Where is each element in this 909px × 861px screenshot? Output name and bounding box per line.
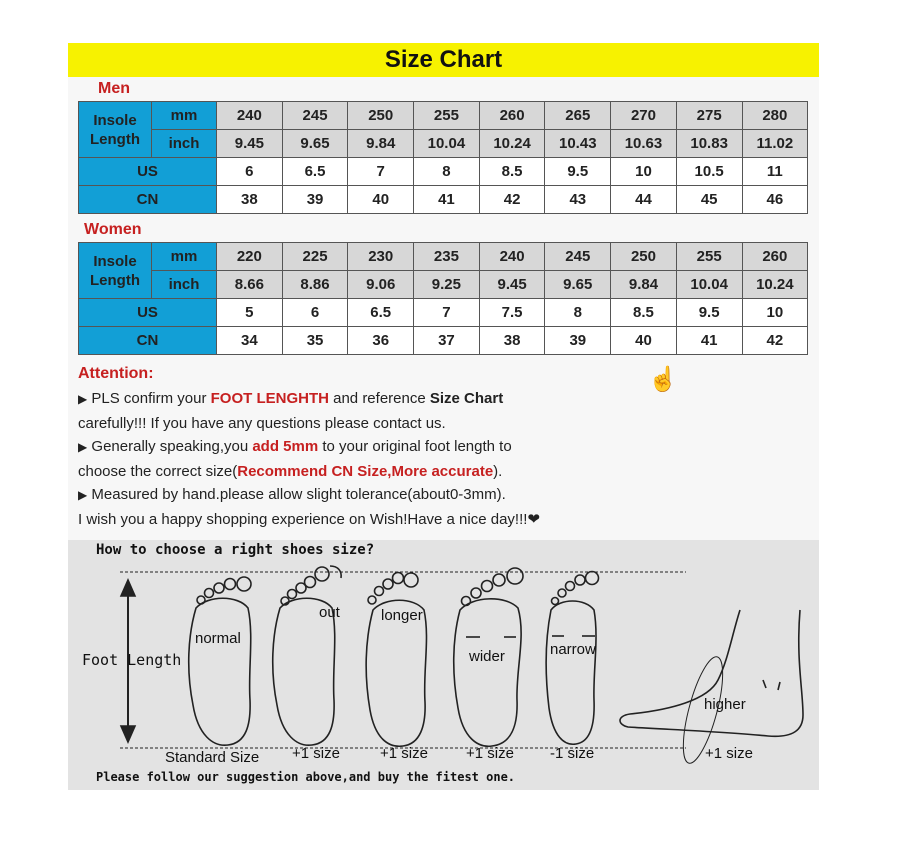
size-higher: +1 size — [705, 745, 753, 762]
men-cn-label: CN — [79, 186, 217, 214]
women-inch-cell: 9.84 — [611, 271, 677, 299]
women-inch-cell: 8.66 — [217, 271, 283, 299]
attention-heading: Attention: — [78, 365, 154, 382]
foot-higher-icon — [620, 610, 803, 767]
women-cn-cell: 39 — [545, 327, 611, 355]
women-mm-cell: 220 — [217, 243, 283, 271]
women-mm-cell: 250 — [611, 243, 677, 271]
men-inch-cell: 10.63 — [611, 130, 677, 158]
women-mm-cell: 245 — [545, 243, 611, 271]
men-cn-cell: 39 — [282, 186, 348, 214]
men-cn-cell: 38 — [217, 186, 283, 214]
men-inch-cell: 10.04 — [414, 130, 480, 158]
women-cn-cell: 35 — [282, 327, 348, 355]
men-us-cell: 10 — [611, 158, 677, 186]
shoe-size-guide — [68, 540, 819, 790]
attention-line-2: carefully!!! If you have any questions please contact us. — [78, 414, 446, 432]
size-wider: +1 size — [466, 745, 514, 762]
women-cn-label: CN — [79, 327, 217, 355]
women-size-table — [78, 242, 808, 355]
men-mm-cell: 270 — [611, 102, 677, 130]
women-cn-cell: 34 — [217, 327, 283, 355]
attention-line-5: ▶ Measured by hand.please allow slight tolerance(about0-3mm). — [78, 486, 506, 503]
men-mm-cell: 250 — [348, 102, 414, 130]
size-narrow: -1 size — [550, 745, 595, 762]
men-label: Men — [98, 80, 130, 97]
bullet-triangle-icon: ▶ — [78, 488, 88, 502]
men-cn-cell: 41 — [414, 186, 480, 214]
men-us-cell: 7 — [348, 158, 414, 186]
foot-label-longer: longer — [381, 607, 423, 624]
men-inch-cell: 10.24 — [479, 130, 545, 158]
women-us-row — [79, 299, 808, 327]
size-out: +1 size — [292, 745, 340, 762]
men-mm-cell: 245 — [282, 102, 348, 130]
attention-line-6: I wish you a happy shopping experience on Wish!Have a nice day!!!❤ — [78, 510, 541, 528]
women-cn-cell: 40 — [611, 327, 677, 355]
women-cn-row — [79, 327, 808, 355]
women-mm-cell: 225 — [282, 243, 348, 271]
men-us-cell: 10.5 — [676, 158, 742, 186]
women-unit-inch: inch — [152, 271, 217, 299]
men-inch-cell: 11.02 — [742, 130, 808, 158]
foot-label-out: out — [319, 604, 340, 621]
bullet-triangle-icon: ▶ — [78, 392, 88, 406]
men-cn-cell: 43 — [545, 186, 611, 214]
men-us-cell: 6.5 — [282, 158, 348, 186]
women-us-cell: 7.5 — [479, 299, 545, 327]
foot-length-label: Foot Length — [82, 651, 182, 669]
foot-out-icon — [273, 566, 341, 745]
men-mm-cell: 260 — [479, 102, 545, 130]
guide-title: How to choose a right shoes size? — [96, 542, 375, 558]
women-cn-cell: 36 — [348, 327, 414, 355]
men-cn-cell: 42 — [479, 186, 545, 214]
men-mm-row — [79, 102, 808, 130]
women-mm-cell: 255 — [676, 243, 742, 271]
men-us-label: US — [79, 158, 217, 186]
men-inch-cell: 9.84 — [348, 130, 414, 158]
women-mm-cell: 240 — [479, 243, 545, 271]
arrow-up-icon — [121, 580, 135, 596]
women-cn-cell: 42 — [742, 327, 808, 355]
women-us-cell: 10 — [742, 299, 808, 327]
men-cn-cell: 45 — [676, 186, 742, 214]
size-chart-card — [68, 43, 819, 790]
women-us-cell: 8.5 — [611, 299, 677, 327]
size-longer: +1 size — [380, 745, 428, 762]
men-inch-cell: 10.83 — [676, 130, 742, 158]
women-inch-cell: 9.25 — [414, 271, 480, 299]
women-us-cell: 8 — [545, 299, 611, 327]
hand-pointing-icon: ☝ — [648, 366, 678, 393]
women-inch-cell: 9.65 — [545, 271, 611, 299]
women-cn-cell: 41 — [676, 327, 742, 355]
women-inch-cell: 9.06 — [348, 271, 414, 299]
men-us-cell: 9.5 — [545, 158, 611, 186]
women-insole-label: Insole Length — [79, 243, 152, 299]
men-mm-cell: 265 — [545, 102, 611, 130]
women-us-cell: 5 — [217, 299, 283, 327]
women-us-label: US — [79, 299, 217, 327]
women-inch-cell: 8.86 — [282, 271, 348, 299]
heart-icon: ❤ — [527, 510, 541, 528]
men-unit-inch: inch — [152, 130, 217, 158]
men-inch-cell: 9.65 — [282, 130, 348, 158]
women-inch-row — [79, 271, 808, 299]
men-us-cell: 11 — [742, 158, 808, 186]
women-us-cell: 7 — [414, 299, 480, 327]
bullet-triangle-icon: ▶ — [78, 440, 88, 454]
women-us-cell: 6 — [282, 299, 348, 327]
men-cn-row — [79, 186, 808, 214]
women-us-cell: 6.5 — [348, 299, 414, 327]
women-inch-cell: 9.45 — [479, 271, 545, 299]
attention-line-4: choose the correct size(Recommend CN Size,More accurate). — [78, 462, 503, 480]
men-mm-cell: 240 — [217, 102, 283, 130]
foot-normal-icon — [189, 577, 251, 745]
foot-label-normal: normal — [195, 630, 241, 647]
women-cn-cell: 37 — [414, 327, 480, 355]
foot-label-wider: wider — [469, 648, 505, 665]
men-cn-cell: 40 — [348, 186, 414, 214]
men-mm-cell: 280 — [742, 102, 808, 130]
men-cn-cell: 44 — [611, 186, 677, 214]
attention-line-1: ▶ PLS confirm your FOOT LENGHTH and reference Size Chart — [78, 390, 504, 407]
title-bar — [68, 43, 819, 77]
foot-label-narrow: narrow — [550, 641, 596, 658]
men-unit-mm: mm — [152, 102, 217, 130]
chart-title: Size Chart — [384, 46, 503, 73]
women-us-cell: 9.5 — [676, 299, 742, 327]
women-inch-cell: 10.04 — [676, 271, 742, 299]
men-us-cell: 6 — [217, 158, 283, 186]
men-us-cell: 8 — [414, 158, 480, 186]
guide-footer: Please follow our suggestion above,and buy the fitest one. — [96, 770, 516, 784]
women-cn-cell: 38 — [479, 327, 545, 355]
men-insole-label: Insole Length — [79, 102, 152, 158]
women-mm-cell: 230 — [348, 243, 414, 271]
size-standard: Standard Size — [165, 749, 260, 766]
women-inch-cell: 10.24 — [742, 271, 808, 299]
women-mm-row — [79, 243, 808, 271]
attention-section — [78, 365, 818, 531]
men-us-row — [79, 158, 808, 186]
foot-longer-icon — [366, 573, 426, 747]
attention-line-3: ▶ Generally speaking,you add 5mm to your original foot length to — [78, 438, 512, 455]
arrow-down-icon — [121, 726, 135, 742]
women-label: Women — [84, 221, 142, 238]
men-cn-cell: 46 — [742, 186, 808, 214]
men-inch-cell: 9.45 — [217, 130, 283, 158]
women-mm-cell: 260 — [742, 243, 808, 271]
men-inch-row — [79, 130, 808, 158]
women-unit-mm: mm — [152, 243, 217, 271]
men-size-table — [78, 101, 808, 214]
men-mm-cell: 275 — [676, 102, 742, 130]
men-us-cell: 8.5 — [479, 158, 545, 186]
women-mm-cell: 235 — [414, 243, 480, 271]
foot-label-higher: higher — [704, 696, 746, 713]
men-mm-cell: 255 — [414, 102, 480, 130]
men-inch-cell: 10.43 — [545, 130, 611, 158]
